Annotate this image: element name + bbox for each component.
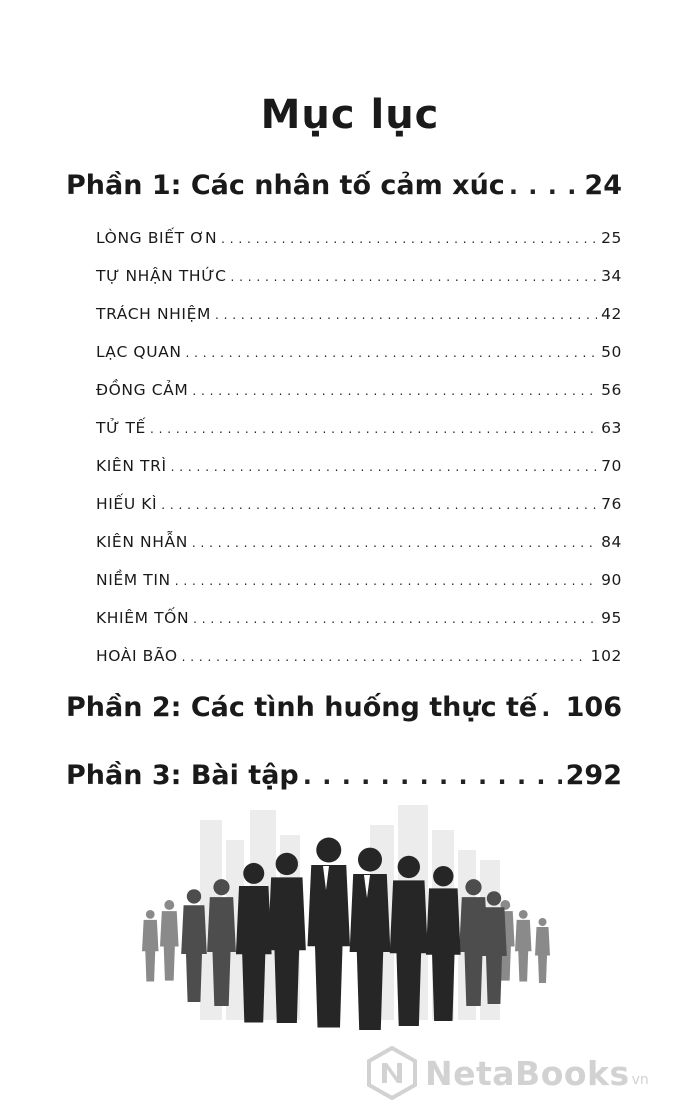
- toc-chapter-page: 70: [601, 457, 622, 475]
- toc-part-page: 106: [565, 692, 622, 723]
- toc-chapter-page: 102: [590, 647, 622, 665]
- toc-chapter[interactable]: [96, 305, 622, 323]
- dot-leader: [221, 232, 597, 246]
- dot-leader: [192, 384, 597, 398]
- toc-chapter-page: 84: [601, 533, 622, 551]
- dot-leader: [215, 308, 597, 322]
- dot-leader: [192, 536, 597, 550]
- toc-chapter[interactable]: [96, 229, 622, 247]
- toc-part-label: Phần 3: Bài tập: [66, 760, 299, 791]
- dot-leader: [231, 270, 598, 284]
- toc-chapter-page: 76: [601, 495, 622, 513]
- business-people-illustration: [120, 800, 580, 1060]
- dot-leader: [509, 172, 581, 200]
- dot-leader: [541, 694, 561, 722]
- toc-chapter-page: 63: [601, 419, 622, 437]
- toc-chapter-page: 56: [601, 381, 622, 399]
- toc-chapter-label: KIÊN TRÌ: [96, 457, 167, 475]
- toc-chapter[interactable]: [96, 457, 622, 475]
- dot-leader: [175, 574, 597, 588]
- toc-chapter[interactable]: [96, 419, 622, 437]
- toc-chapter[interactable]: [96, 571, 622, 589]
- toc-chapter-label: LẠC QUAN: [96, 343, 182, 361]
- page-title: Mục lục: [260, 92, 440, 138]
- dot-leader: [186, 346, 598, 360]
- watermark: [365, 1045, 649, 1101]
- toc-chapter[interactable]: [96, 381, 622, 399]
- dot-leader: [171, 460, 597, 474]
- toc-chapter-label: TRÁCH NHIỆM: [96, 305, 211, 323]
- toc-chapter[interactable]: [96, 533, 622, 551]
- toc-chapter[interactable]: [96, 609, 622, 627]
- toc-part-2[interactable]: [66, 692, 622, 723]
- toc-chapter-label: HIẾU KÌ: [96, 495, 158, 513]
- toc-chapter[interactable]: [96, 267, 622, 285]
- watermark-brand: NetaBooks: [425, 1053, 630, 1093]
- toc-chapter-label: KHIÊM TỐN: [96, 609, 190, 627]
- toc-chapter-label: LÒNG BIẾT ƠN: [96, 229, 218, 247]
- toc-chapter-page: 95: [601, 609, 622, 627]
- toc-chapter[interactable]: [96, 495, 622, 513]
- toc-chapter[interactable]: [96, 647, 622, 665]
- toc-chapter-label: TỬ TẾ: [96, 419, 146, 437]
- toc-part-1[interactable]: [66, 170, 622, 201]
- toc-chapter-label: TỰ NHẬN THỨC: [96, 267, 227, 285]
- toc-part-page: 292: [565, 760, 622, 791]
- watermark-tld: vn: [631, 1072, 649, 1088]
- toc-part-page: 24: [584, 170, 622, 201]
- toc-chapter-label: ĐỒNG CẢM: [96, 381, 189, 399]
- toc-chapter-page: 34: [601, 267, 622, 285]
- toc-part-label: Phần 2: Các tình huống thực tế: [66, 692, 538, 723]
- toc-chapter-page: 42: [601, 305, 622, 323]
- dot-leader: [150, 422, 597, 436]
- toc-chapter-label: HOÀI BÃO: [96, 647, 178, 665]
- dot-leader: [182, 650, 587, 664]
- toc-chapter-label: KIÊN NHẪN: [96, 533, 188, 551]
- toc-chapter[interactable]: [96, 343, 622, 361]
- toc-part-label: Phần 1: Các nhân tố cảm xúc: [66, 170, 505, 201]
- toc-chapter-page: 90: [601, 571, 622, 589]
- toc-chapter-page: 25: [601, 229, 622, 247]
- dot-leader: [303, 762, 562, 790]
- toc-part-3[interactable]: [66, 760, 622, 791]
- dot-leader: [193, 612, 597, 626]
- dot-leader: [161, 498, 597, 512]
- toc-chapter-page: 50: [601, 343, 622, 361]
- netabooks-logo-icon: [365, 1046, 419, 1100]
- toc-chapter-label: NIỀM TIN: [96, 571, 171, 589]
